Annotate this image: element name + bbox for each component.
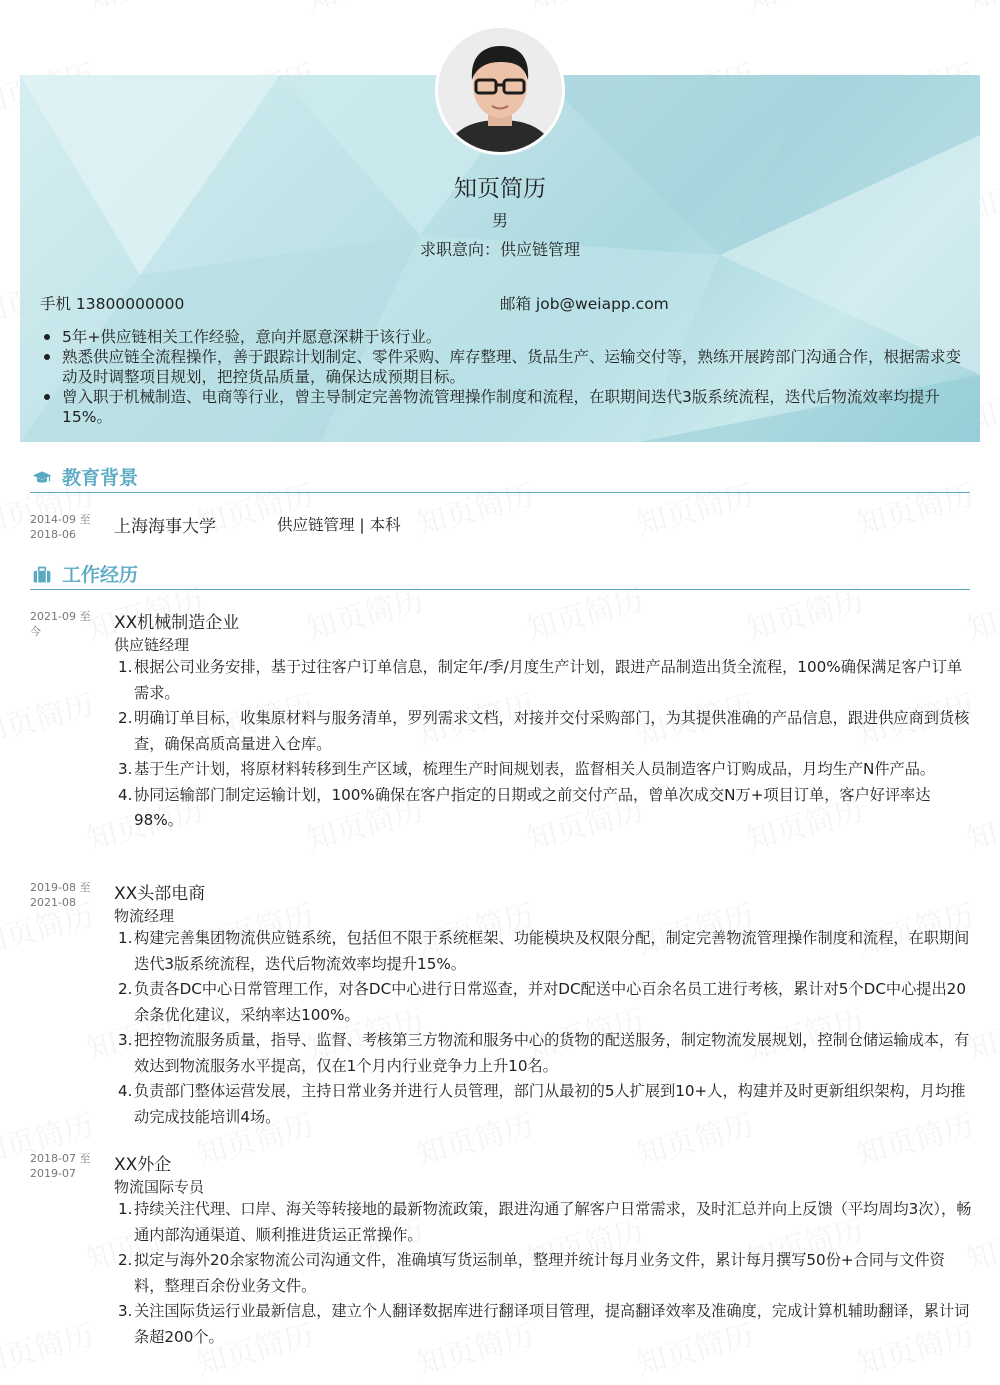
duty-item: 2. 负责各DC中心日常管理工作，对各DC中心进行日常巡查，并对DC配送中心百余名员工进行考核，累计对5个DC中心提出20余条优化建议，采纳率达100%。 — [118, 980, 966, 1024]
watermark-text — [743, 583, 868, 648]
school-name: 上海海事大学 — [114, 517, 216, 537]
job-role: 物流国际专员 — [114, 1178, 205, 1196]
avatar-photo — [438, 28, 562, 152]
watermark-text — [0, 1318, 98, 1383]
work-section-title — [30, 563, 970, 590]
avatar — [435, 25, 565, 155]
email-contact: 邮箱 job@weiapp.com — [500, 295, 669, 313]
watermark-text — [83, 0, 208, 18]
watermark-text — [963, 583, 1000, 648]
graduation-cap-icon — [32, 468, 52, 488]
watermark-text — [743, 0, 868, 18]
watermark-text — [523, 0, 648, 18]
duty-item: 3. 基于生产计划，将原材料转移到生产区域，梳理生产时间规划表，监督相关人员制造客户订购成品，月均生产N件产品。 — [118, 760, 936, 778]
duty-item: 3. 把控物流服务质量，指导、监督、考核第三方物流和服务中心的货物的配送服务，制定物流发展规划，控制仓储运输成本，有效达到物流服务水平提高，仅在1个月内行业竞争力上升10名。 — [118, 1031, 970, 1075]
job-role: 供应链经理 — [114, 636, 190, 654]
candidate-name: 知页简历 — [454, 176, 546, 202]
duty-list — [114, 926, 972, 1130]
duty-item: 1. 持续关注代理、口岸、海关等转接地的最新物流政策，跟进沟通了解客户日常需求，及时汇总并向上反馈（平均周均3次），畅通内部沟通渠道、顺利推进货运正常操作。 — [118, 1200, 972, 1244]
duty-item: 1. 根据公司业务安排，基于过往客户订单信息，制定年/季/月度生产计划，跟进产品制造出货全流程，100%确保满足客户订单需求。 — [118, 658, 963, 702]
duty-item: 4. 协同运输部门制定运输计划，100%确保在客户指定的日期或之前交付产品，曾单次成交N万+项目订单，客户好评率达98%。 — [118, 785, 931, 829]
bullet-icon — [44, 334, 50, 340]
candidate-gender: 男 — [491, 211, 508, 230]
bullet-icon — [44, 394, 50, 400]
duty-item: 2. 明确订单目标，收集原材料与服务清单，罗列需求文档，对接并交付采购部门，为其提供准确的产品信息，跟进供应商到货核查，确保高质高量进入仓库。 — [118, 709, 970, 753]
duty-item: 1. 构建完善集团物流供应链系统，包括但不限于系统框架、功能模块及权限分配，制定完善物流管理操作制度和流程，在职期间迭代3版系统流程，迭代后物流效率均提升15%。 — [118, 929, 970, 973]
job-intent: 求职意向：供应链管理 — [419, 240, 580, 259]
job-date: 2021-09 至今 — [30, 610, 91, 638]
job-role: 物流经理 — [114, 907, 175, 925]
education-section-title — [30, 466, 970, 493]
duty-item: 4. 负责部门整体运营发展，主持日常业务并进行人员管理，部门从最初的5人扩展到10+人，构建并及时更新组织架构，月均推动完成技能培训4场。 — [118, 1082, 966, 1126]
summary-list — [40, 327, 965, 427]
summary-item: 熟悉供应链全流程操作，善于跟踪计划制定、零件采购、库存整理、货品生产、运输交付等，熟练开展跨部门沟通合作，根据需求变动及时调整项目规划，把控货品质量，确保达成预期目标。 — [40, 347, 965, 387]
company-name: XX头部电商 — [114, 884, 206, 904]
company-name: XX机械制造企业 — [114, 613, 240, 633]
duty-item: 2. 拟定与海外20余家物流公司沟通文件，准确填写货运制单，整理并统计每月业务文件，累计每月撰写50份+合同与文件资料，整理百余份业务文件。 — [118, 1251, 945, 1295]
education-date: 2014-09 至 2018-06 — [30, 513, 91, 541]
summary-item: 5年+供应链相关工作经验，意向并愿意深耕于该行业。 — [40, 327, 965, 347]
section-heading: 教育背景 — [62, 467, 139, 489]
briefcase-icon — [32, 565, 52, 585]
phone-contact: 手机 13800000000 — [40, 295, 185, 313]
job-date: 2018-07 至 2019-07 — [30, 1152, 91, 1180]
watermark-text — [963, 0, 1000, 18]
job-date: 2019-08 至 2021-08 — [30, 881, 91, 909]
education-major: 供应链管理 | 本科 — [277, 516, 401, 534]
summary-item: 曾入职于机械制造、电商等行业，曾主导制定完善物流管理操作制度和流程，在职期间迭代3版系统流程，迭代后物流效率均提升15%。 — [40, 387, 965, 427]
watermark-text — [303, 0, 428, 18]
watermark-text — [0, 688, 98, 753]
company-name: XX外企 — [114, 1155, 172, 1175]
section-heading: 工作经历 — [62, 564, 139, 586]
bullet-icon — [44, 354, 50, 360]
duty-item: 3. 关注国际货运行业最新信息，建立个人翻译数据库进行翻译项目管理，提高翻译效率及准确度，完成计算机辅助翻译，累计词条超200个。 — [118, 1302, 970, 1346]
watermark-text — [523, 583, 648, 648]
watermark-text — [303, 583, 428, 648]
duty-list — [114, 655, 972, 834]
duty-list — [114, 1197, 972, 1350]
